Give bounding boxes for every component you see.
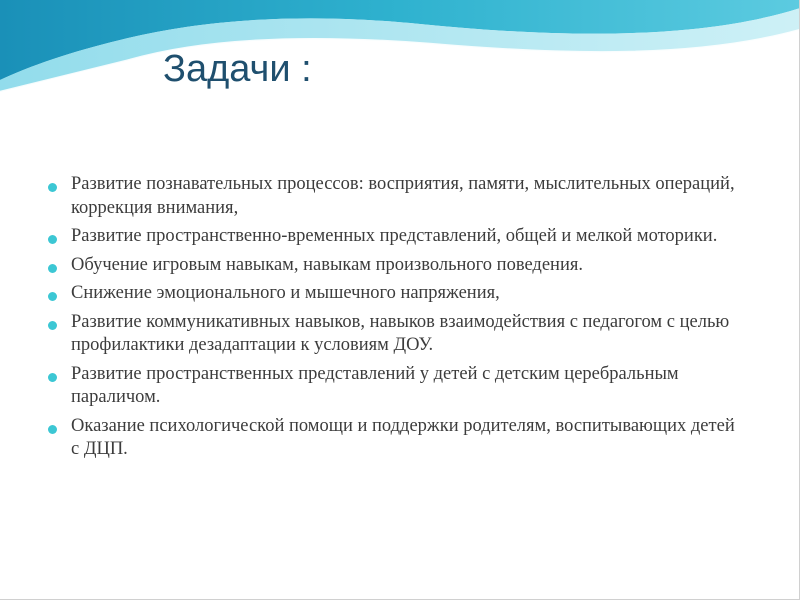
list-item [48,282,738,306]
list-item [48,415,738,462]
list-item-text: Развитие пространственных представлений у детей с детским церебральным параличом. [71,363,679,407]
list-item-text: Снижение эмоционального и мышечного напряжения, [71,283,500,303]
list-item [48,363,738,410]
list-item [48,225,738,249]
bullet-dot-icon [48,264,57,273]
list-item-text: Обучение игровым навыкам, навыкам произвольного поведения. [71,254,583,275]
task-list [48,173,738,467]
bullet-dot-icon [48,292,57,301]
list-item-text: Оказание психологической помощи и поддержки родителям, воспитывающих детей с ДЦП. [71,415,735,459]
bullet-dot-icon [48,235,57,244]
list-item-text: Развитие коммуникативных навыков, навыков взаимодействия с педагогом с целью профилактики дезадаптации к условиям ДОУ. [71,311,730,355]
bullet-dot-icon [48,425,57,434]
list-item-text: Развитие пространственно-временных представлений, общей и мелкой моторики. [71,226,718,246]
bullet-dot-icon [48,373,57,382]
bullet-dot-icon [48,321,57,330]
list-item-text: Развитие познавательных процессов: восприятия, памяти, мыслительных операций, коррекция внимания, [71,174,735,218]
decorative-wave-header [0,0,800,110]
list-item [48,254,738,278]
bullet-dot-icon [48,183,57,192]
slide-title: Задачи : [163,48,312,90]
list-item [48,311,738,358]
list-item [48,173,738,220]
